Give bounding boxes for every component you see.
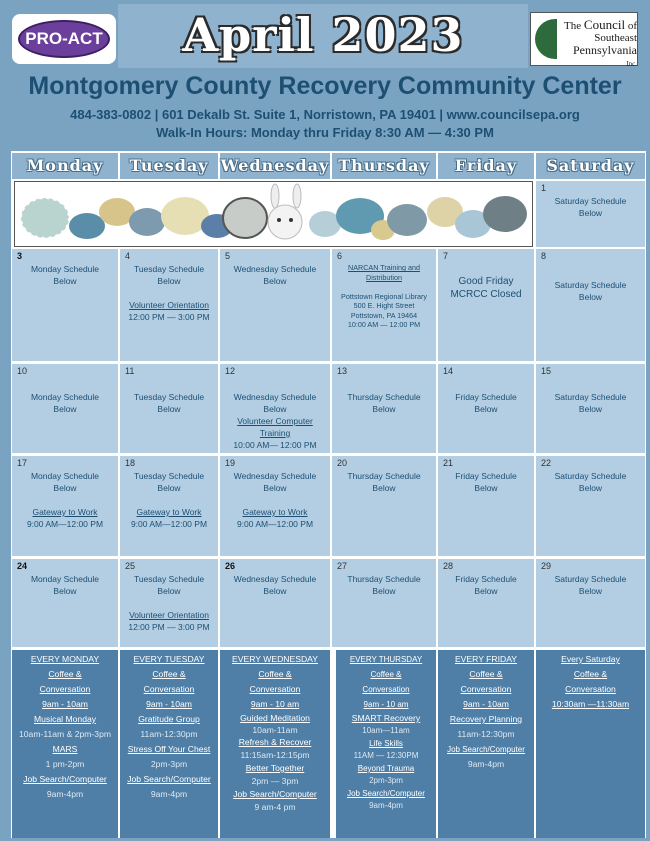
- calendar-day: 15 Saturday Schedule Below: [536, 364, 645, 453]
- pro-act-logo: [12, 14, 116, 64]
- calendar-day: 5 Wednesday Schedule Below: [220, 249, 330, 361]
- contact-line: 484-383-0802 | 601 Dekalb St. Suite 1, Norristown, PA 19401 | www.councilsepa.org: [70, 107, 580, 122]
- weekly-saturday: Every Saturday Coffee & Conversation 10:30am —11:30am: [536, 650, 645, 838]
- weekly-thursday: EVERY THURSDAY Coffee & Conversation 9am - 10 am SMART Recovery 10am—11am Life Skills 11AM — 12:30PM Beyond Trauma 2pm-3pm Job Search/Computer 9am-4pm: [336, 650, 436, 838]
- day-header-monday: Monday: [12, 153, 118, 179]
- calendar-day: 26 Wednesday Schedule Below: [220, 559, 330, 647]
- calendar-day: 13 Thursday Schedule Below: [332, 364, 436, 453]
- calendar-day: 12 Wednesday Schedule Below Volunteer Computer Training 10:00 AM— 12:00 PM: [220, 364, 330, 453]
- pro-act-logo-text: PRO-ACT: [18, 20, 110, 58]
- calendar-day: 19 Wednesday Schedule Below Gateway to Work 9:00 AM—12:00 PM: [220, 456, 330, 556]
- calendar-day: 20 Thursday Schedule Below: [332, 456, 436, 556]
- weekly-friday: EVERY FRIDAY Coffee & Conversation 9am - 10am Recovery Planning 11am-12:30pm Job Search/Computer 9am-4pm: [438, 650, 534, 838]
- weekly-wednesday: EVERY WEDNESDAY Coffee & Conversation 9am - 10 am Guided Meditation 10am-11am Refresh & Recover 11:15am-12:15pm Better Together 2pm — 3pm Job Search/Computer 9 am-4 pm: [220, 650, 330, 838]
- calendar-day: 17 Monday Schedule Below Gateway to Work 9:00 AM—12:00 PM: [12, 456, 118, 556]
- calendar-day: 29 Saturday Schedule Below: [536, 559, 645, 647]
- calendar-day: 3 Monday Schedule Below: [12, 249, 118, 361]
- calendar-day: 18 Tuesday Schedule Below Gateway to Work 9:00 AM—12:00 PM: [120, 456, 218, 556]
- easter-egg-banner: [14, 181, 533, 247]
- calendar-day: 1 Saturday Schedule Below: [536, 181, 645, 247]
- org-name: Montgomery County Recovery Community Center: [28, 72, 622, 100]
- calendar-day: 10 Monday Schedule Below: [12, 364, 118, 453]
- council-logo: [530, 12, 638, 66]
- day-header-thursday: Thursday: [332, 153, 436, 179]
- day-header-tuesday: Tuesday: [120, 153, 218, 179]
- council-logo-text: The Council of Southeast Pennsylvania Inc.: [564, 17, 637, 68]
- page-title: April 2023: [182, 8, 464, 62]
- calendar-day: 6 NARCAN Training and Distribution Pottstown Regional Library 500 E. Hight Street Pottstown, PA 19464 10:00 AM — 12:00 PM: [332, 249, 436, 361]
- calendar-day: 7 Good Friday MCRCC Closed: [438, 249, 534, 361]
- day-header-wednesday: Wednesday: [220, 153, 330, 179]
- easter-eggs-illustration: [15, 182, 532, 246]
- calendar-day: 25 Tuesday Schedule Below Volunteer Orientation 12:00 PM — 3:00 PM: [120, 559, 218, 647]
- walk-in-hours: Walk-In Hours: Monday thru Friday 8:30 AM — 4:30 PM: [156, 125, 494, 140]
- day-header-saturday: Saturday: [536, 153, 645, 179]
- calendar-day: 4 Tuesday Schedule Below Volunteer Orientation 12:00 PM — 3:00 PM: [120, 249, 218, 361]
- calendar-day: 21 Friday Schedule Below: [438, 456, 534, 556]
- calendar-day: 11 Tuesday Schedule Below: [120, 364, 218, 453]
- weekly-tuesday: EVERY TUESDAY Coffee & Conversation 9am - 10am Gratitude Group 11am-12:30pm Stress Off Your Chest 2pm-3pm Job Search/Computer 9am-4pm: [120, 650, 218, 838]
- calendar-day: 28 Friday Schedule Below: [438, 559, 534, 647]
- calendar-day: 24 Monday Schedule Below: [12, 559, 118, 647]
- calendar-day: 14 Friday Schedule Below: [438, 364, 534, 453]
- calendar-day: 8 Saturday Schedule Below: [536, 249, 645, 361]
- calendar-day: 22 Saturday Schedule Below: [536, 456, 645, 556]
- day-header-friday: Friday: [438, 153, 534, 179]
- calendar-day: 27 Thursday Schedule Below: [332, 559, 436, 647]
- weekly-monday: EVERY MONDAY Coffee & Conversation 9am - 10am Musical Monday 10am-11am & 2pm-3pm MARS 1 pm-2pm Job Search/Computer 9am-4pm: [12, 650, 118, 838]
